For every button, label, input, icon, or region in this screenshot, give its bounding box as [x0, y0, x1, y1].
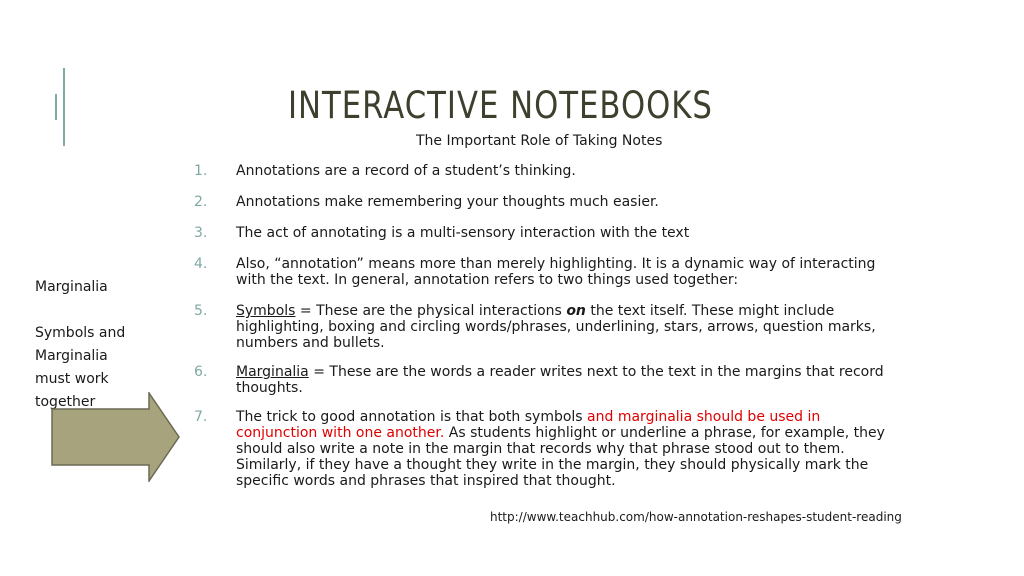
list-text: The trick to good annotation is that both symbols: [236, 409, 588, 425]
numbered-list: [190, 163, 900, 504]
term-symbols: Symbols: [236, 303, 296, 319]
sidebar-note: Symbols and Marginalia must work together: [35, 325, 126, 410]
emphasis-on: on: [566, 303, 586, 319]
list-number: 2.: [194, 194, 208, 210]
right-arrow-icon: [51, 392, 181, 482]
list-number: 3.: [194, 225, 208, 241]
list-text: the text itself. These might include highlighting, boxing and circling words/phrases, underlining, stars, arrows, question marks, numbers and bullets.: [236, 303, 876, 351]
list-text: Also, “annotation” means more than merely highlighting. It is a dynamic way of interacting with the text. In general, annotation refers to two things used together:: [236, 256, 876, 288]
list-number: 6.: [194, 364, 208, 380]
list-item: [190, 225, 900, 241]
accent-line-short: [55, 94, 57, 120]
list-item: [190, 409, 900, 489]
accent-line: [63, 68, 65, 146]
slide-subtitle: The Important Role of Taking Notes: [416, 133, 663, 149]
list-number: 5.: [194, 303, 208, 319]
source-url: http://www.teachhub.com/how-annotation-reshapes-student-reading: [490, 510, 902, 524]
highlighted-text: and marginalia should be used in conjunction with one another.: [236, 409, 821, 441]
list-item: [190, 256, 900, 288]
list-item: [190, 303, 900, 351]
list-item: [190, 364, 900, 396]
list-number: 4.: [194, 256, 208, 272]
sidebar-heading: Marginalia: [35, 279, 108, 295]
term-marginalia: Marginalia: [236, 364, 309, 380]
list-text: Annotations are a record of a student’s thinking.: [236, 163, 576, 179]
list-text: The act of annotating is a multi-sensory interaction with the text: [236, 225, 690, 241]
arrow-shape: [52, 393, 179, 481]
list-text: = These are the words a reader writes next to the text in the margins that record thoughts.: [236, 364, 884, 396]
slide-title: INTERACTIVE NOTEBOOKS: [288, 84, 713, 127]
list-text: = These are the physical interactions: [295, 303, 567, 319]
list-text: Annotations make remembering your thoughts much easier.: [236, 194, 659, 210]
list-item: [190, 194, 900, 210]
list-number: 1.: [194, 163, 208, 179]
list-text: As students highlight or underline a phrase, for example, they should also write a note in the margin that records why that phrase stood out to them. Similarly, if they have a thought they write in the margin, they should physically mark the specific words and phrases that inspired that thought.: [236, 425, 885, 489]
list-number: 7.: [194, 409, 208, 425]
list-item: [190, 163, 900, 179]
